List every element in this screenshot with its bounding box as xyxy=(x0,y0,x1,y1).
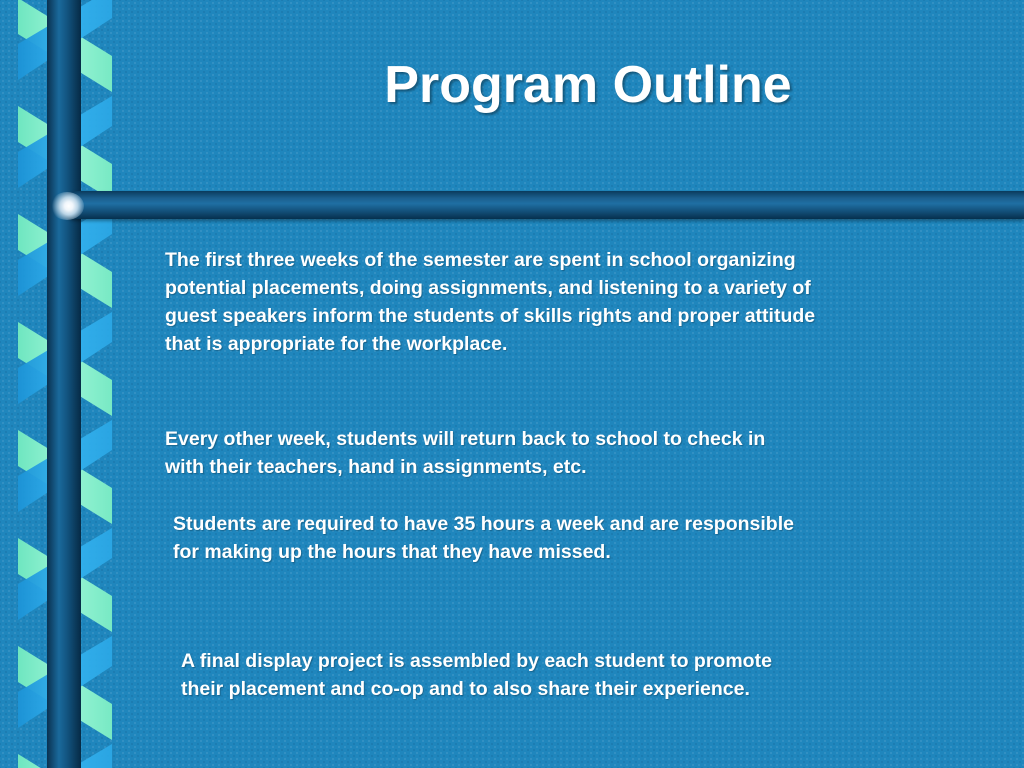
divider-highlight-knob xyxy=(50,192,84,220)
paragraph-required-hours: Students are required to have 35 hours a week and are responsible for making up the hours that they have missed. xyxy=(173,513,794,563)
slide-title: Program Outline xyxy=(384,56,792,114)
paragraph-final-display-project: A final display project is assembled by each student to promote their placement and co-op and to also share their experience. xyxy=(181,650,772,700)
decorative-ribbon xyxy=(0,0,112,768)
paragraph-first-three-weeks: The first three weeks of the semester are spent in school organizing potential placements, doing assignments, and listening to a variety of guest speakers inform the students of skills rights and proper attitude that is appropriate for the workplace. xyxy=(165,249,816,355)
paragraph-every-other-week: Every other week, students will return back to school to check in with their teachers, hand in assignments, etc. xyxy=(165,428,766,478)
title-divider-bar xyxy=(62,191,1024,219)
